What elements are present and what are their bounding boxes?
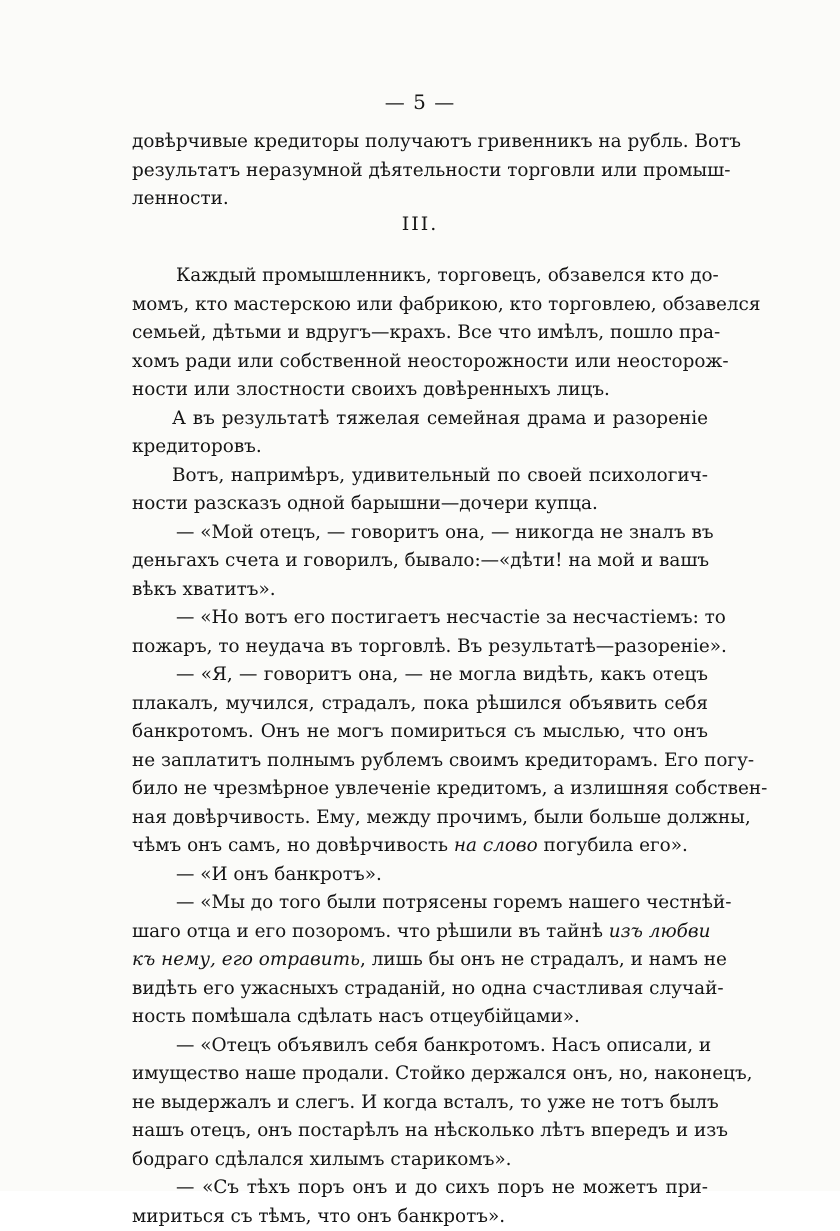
text-run: , лишь бы онъ не страдалъ, и намъ не (360, 949, 727, 970)
text-run: шаго отца и его позоромъ. что рѣшили въ тайнѣ (132, 921, 609, 942)
text-line: — «Мы до того были потрясены горемъ нашего честнѣй- (132, 889, 708, 918)
text-line: имущество наше продали. Стойко держался онъ, но, наконецъ, (132, 1060, 708, 1089)
paragraph-2 (132, 405, 708, 462)
text-line: Вотъ, напримѣръ, удивительный по своей психологич- (132, 462, 708, 491)
text-line: нашъ отецъ, онъ постарѣлъ на нѣсколько лѣтъ впередъ и изъ (132, 1117, 708, 1146)
paragraph-6 (132, 661, 708, 861)
text-line: бодраго сдѣлался хилымъ старикомъ». (132, 1146, 708, 1175)
paragraph-3 (132, 462, 708, 519)
page-number: — 5 — (0, 90, 840, 114)
text-line: ности разсказъ одной барышни—дочери купца. (132, 490, 708, 519)
paragraph-10 (132, 1174, 708, 1231)
text-run: чѣмъ онъ самъ, но довѣрчивость (132, 835, 454, 856)
text-line: — «Но вотъ его постигаетъ несчастіе за несчастіемъ: то (132, 604, 708, 633)
paragraph-7 (132, 861, 708, 890)
italic-text: къ нему, его отравить (132, 949, 360, 970)
text-line: не выдержалъ и слегъ. И когда всталъ, то уже не тотъ былъ (132, 1089, 708, 1118)
text-line: ная довѣрчивость. Ему, между прочимъ, были больше должны, (132, 804, 708, 833)
text-run: погубила его». (538, 835, 688, 856)
text-line: момъ, кто мастерскою или фабрикою, кто торговлею, обзавелся (132, 291, 708, 320)
text-line: — «Мой отецъ, — говоритъ она, — никогда не зналъ въ (132, 519, 708, 548)
text-line: банкротомъ. Онъ не могъ помириться съ мыслью, что онъ (132, 718, 708, 747)
text-line: результатъ неразумной дѣятельности торговли или промыш- (132, 157, 708, 186)
text-line: семьей, дѣтьми и вдругъ—крахъ. Все что имѣлъ, пошло пра- (132, 319, 708, 348)
text-line: плакалъ, мучился, страдалъ, пока рѣшился объявить себя (132, 690, 708, 719)
paragraph-4 (132, 519, 708, 605)
intro-paragraph (132, 128, 708, 214)
section-heading: III. (0, 213, 840, 235)
text-line: кредиторовъ. (132, 433, 708, 462)
text-line (132, 918, 708, 947)
paragraph-8 (132, 889, 708, 1032)
text-line: не заплатитъ полнымъ рублемъ своимъ кредиторамъ. Его погу- (132, 747, 708, 776)
text-line: хомъ ради или собственной неосторожности или неосторож- (132, 348, 708, 377)
italic-text: изъ любви (609, 921, 711, 942)
text-line: мириться съ тѣмъ, что онъ банкротъ». (132, 1203, 708, 1231)
main-text (132, 262, 708, 1231)
text-line: довѣрчивые кредиторы получаютъ гривенникъ на рубль. Вотъ (132, 128, 708, 157)
paragraph-1 (132, 262, 708, 405)
text-line: — «Съ тѣхъ поръ онъ и до сихъ поръ не можетъ при- (132, 1174, 708, 1203)
text-line (132, 832, 708, 861)
text-line: вѣкъ хватитъ». (132, 576, 708, 605)
text-line: А въ результатѣ тяжелая семейная драма и разореніе (132, 405, 708, 434)
text-line: ленности. (132, 185, 708, 214)
text-line: — «Я, — говоритъ она, — не могла видѣть, какъ отецъ (132, 661, 708, 690)
text-line: деньгахъ счета и говорилъ, бывало:—«дѣти! на мой и вашъ (132, 547, 708, 576)
text-line (132, 946, 708, 975)
paragraph-9 (132, 1032, 708, 1175)
text-line: — «И онъ банкротъ». (132, 861, 708, 890)
text-line: пожаръ, то неудача въ торговлѣ. Въ результатѣ—разореніе». (132, 633, 708, 662)
text-line: видѣть его ужасныхъ страданій, но одна счастливая случай- (132, 975, 708, 1004)
text-line: ности или злостности своихъ довѣренныхъ лицъ. (132, 376, 708, 405)
text-line: — «Отецъ объявилъ себя банкротомъ. Насъ описали, и (132, 1032, 708, 1061)
italic-text: на слово (454, 835, 538, 856)
text-line: ность помѣшала сдѣлать насъ отцеубійцами». (132, 1003, 708, 1032)
text-line: било не чрезмѣрное увлеченіе кредитомъ, а излишняя собствен- (132, 775, 708, 804)
text-line: Каждый промышленникъ, торговецъ, обзавелся кто до- (132, 262, 708, 291)
paragraph-5 (132, 604, 708, 661)
